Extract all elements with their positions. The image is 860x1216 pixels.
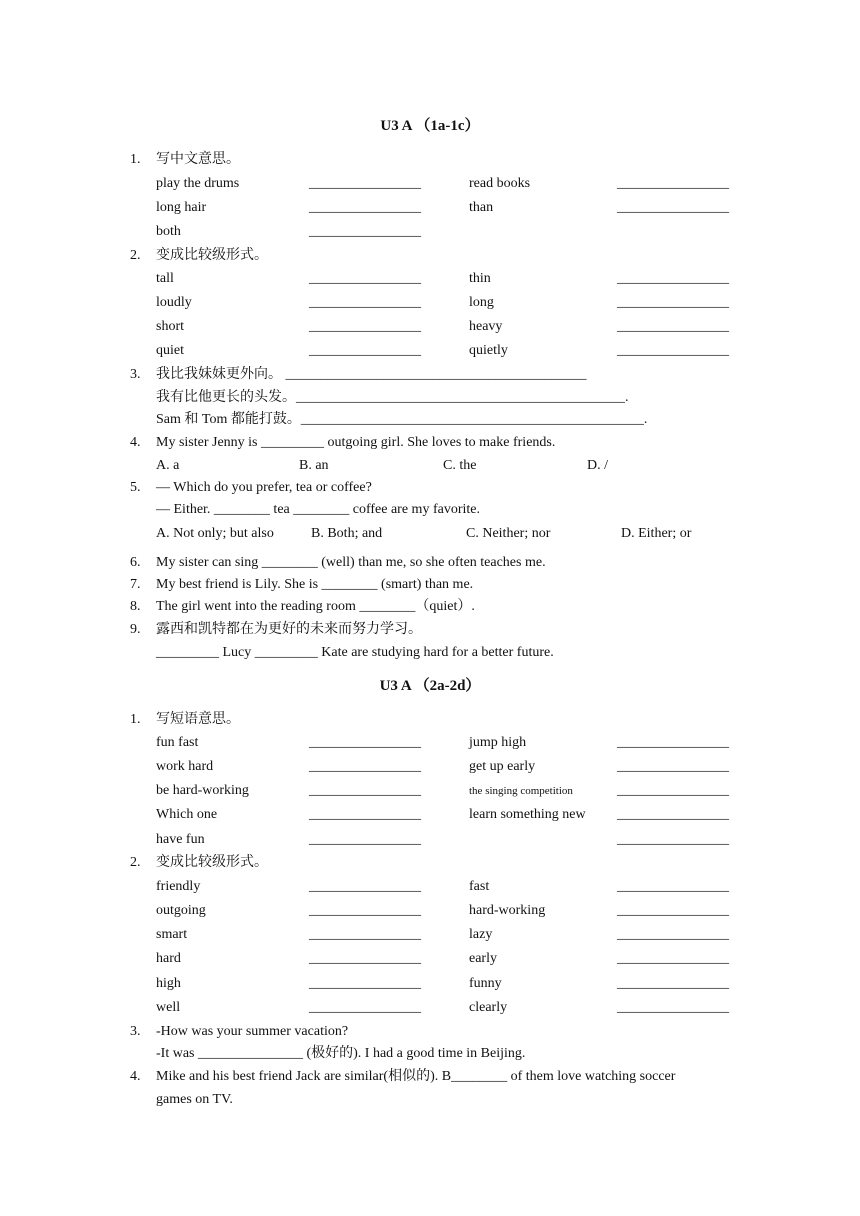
answer-blank[interactable]: ________________ [617,903,729,918]
vocab-word: short [156,319,184,334]
q1-prompt: 写短语意思。 [156,712,240,727]
dialogue-line: -It was _______________ (极好的). I had a good time in Beijing. [156,1046,526,1061]
vocab-word: both [156,224,181,239]
q1-number: 1. [130,712,141,727]
answer-blank[interactable]: ________________ [617,927,729,942]
option-b[interactable]: B. Both; and [311,526,383,541]
answer-blank[interactable]: ________________ [309,783,421,798]
answer-blank[interactable]: ________________ [617,783,729,798]
answer-blank[interactable]: ________________ [309,200,421,215]
answer-blank[interactable]: ________________ [309,927,421,942]
question-text: _________ Lucy _________ Kate are studying hard for a better future. [156,645,554,660]
answer-blank[interactable]: ________________ [617,295,729,310]
answer-blank[interactable]: ________________ [309,176,421,191]
vocab-word: tall [156,271,174,286]
answer-blank[interactable]: ________________ [309,735,421,750]
phrase: work hard [156,759,214,774]
vocab-word: loudly [156,295,192,310]
answer-blank[interactable]: ________________ [617,832,729,847]
q1-number: 1. [130,152,141,167]
option-a[interactable]: A. a [156,458,180,473]
vocab-word: early [469,951,497,966]
q2-prompt: 变成比较级形式。 [156,855,268,870]
answer-blank[interactable]: ________________ [617,319,729,334]
vocab-word: friendly [156,879,201,894]
answer-blank[interactable]: ________________ [617,1000,729,1015]
answer-blank[interactable]: ________________ [309,295,421,310]
vocab-word: long hair [156,200,207,215]
q3-number: 3. [130,1024,141,1039]
vocab-word: hard [156,951,181,966]
answer-blank[interactable]: ________________ [617,343,729,358]
answer-blank[interactable]: ________________ [309,807,421,822]
section1-title: U3 A （1a-1c） [380,118,480,134]
section2-title: U3 A （2a-2d） [379,678,481,694]
q3-number: 3. [130,367,141,382]
vocab-word: than [469,200,494,215]
answer-blank[interactable]: ________________ [309,319,421,334]
answer-blank[interactable]: ________________ [617,200,729,215]
phrase: jump high [469,735,527,750]
q7-number: 7. [130,577,141,592]
question-text: My sister Jenny is _________ outgoing girl. She loves to make friends. [156,435,556,450]
vocab-word: quiet [156,343,184,358]
answer-blank[interactable]: ________________ [617,807,729,822]
vocab-word: lazy [469,927,493,942]
translation-line: Sam 和 Tom 都能打鼓。_________________________________________________. [156,412,648,427]
q2-prompt: 变成比较级形式。 [156,248,268,263]
question-text: The girl went into the reading room ________（quiet）. [156,599,475,614]
answer-blank[interactable]: ________________ [617,271,729,286]
vocab-word: well [156,1000,181,1015]
translation-line: 我比我妹妹更外向。 ___________________________________________ [156,367,587,382]
option-d[interactable]: D. Either; or [621,526,692,541]
vocab-word: clearly [469,1000,508,1015]
translation-line: 我有比他更长的头发。_______________________________________________. [156,390,629,405]
answer-blank[interactable]: ________________ [309,1000,421,1015]
phrase: the singing competition [469,785,573,797]
vocab-word: fast [469,879,490,894]
phrase: be hard-working [156,783,249,798]
vocab-word: heavy [469,319,503,334]
question-text: 露西和凯特都在为更好的未来而努力学习。 [156,622,422,637]
q4-number: 4. [130,1069,141,1084]
vocab-word: hard-working [469,903,546,918]
question-text: My best friend is Lily. She is ________ (smart) than me. [156,577,474,592]
answer-blank[interactable]: ________________ [309,224,421,239]
vocab-word: play the drums [156,176,240,191]
dialogue-line: -How was your summer vacation? [156,1024,349,1039]
option-d[interactable]: D. / [587,458,608,473]
answer-blank[interactable]: ________________ [617,879,729,894]
answer-blank[interactable]: ________________ [309,343,421,358]
vocab-word: outgoing [156,903,206,918]
phrase: get up early [469,759,536,774]
question-text: My sister can sing ________ (well) than me, so she often teaches me. [156,555,546,570]
answer-blank[interactable]: ________________ [617,735,729,750]
answer-blank[interactable]: ________________ [309,759,421,774]
answer-blank[interactable]: ________________ [309,271,421,286]
answer-blank[interactable]: ________________ [309,832,421,847]
q9-number: 9. [130,622,141,637]
q6-number: 6. [130,555,141,570]
answer-blank[interactable]: ________________ [309,976,421,991]
phrase: fun fast [156,735,199,750]
dialogue-line: — Which do you prefer, tea or coffee? [156,480,372,495]
option-a[interactable]: A. Not only; but also [156,526,274,541]
vocab-word: high [156,976,181,991]
phrase: have fun [156,832,205,847]
answer-blank[interactable]: ________________ [617,976,729,991]
q2-number: 2. [130,248,141,263]
vocab-word: thin [469,271,491,286]
question-text: games on TV. [156,1092,233,1107]
option-b[interactable]: B. an [299,458,329,473]
vocab-word: read books [469,176,531,191]
option-c[interactable]: C. the [443,458,477,473]
question-text: Mike and his best friend Jack are similar(相似的). B________ of them love watching soccer [156,1069,676,1084]
q2-number: 2. [130,855,141,870]
q4-number: 4. [130,435,141,450]
option-c[interactable]: C. Neither; nor [466,526,551,541]
vocab-word: funny [469,976,502,991]
answer-blank[interactable]: ________________ [309,951,421,966]
vocab-word: smart [156,927,188,942]
phrase: learn something new [469,807,586,822]
answer-blank[interactable]: ________________ [617,951,729,966]
q5-number: 5. [130,480,141,495]
answer-blank[interactable]: ________________ [617,759,729,774]
answer-blank[interactable]: ________________ [309,903,421,918]
q8-number: 8. [130,599,141,614]
answer-blank[interactable]: ________________ [309,879,421,894]
phrase: Which one [156,807,218,822]
vocab-word: quietly [469,343,508,358]
vocab-word: long [469,295,494,310]
answer-blank[interactable]: ________________ [617,176,729,191]
q1-prompt: 写中文意思。 [156,152,240,167]
dialogue-line: — Either. ________ tea ________ coffee are my favorite. [156,502,480,517]
